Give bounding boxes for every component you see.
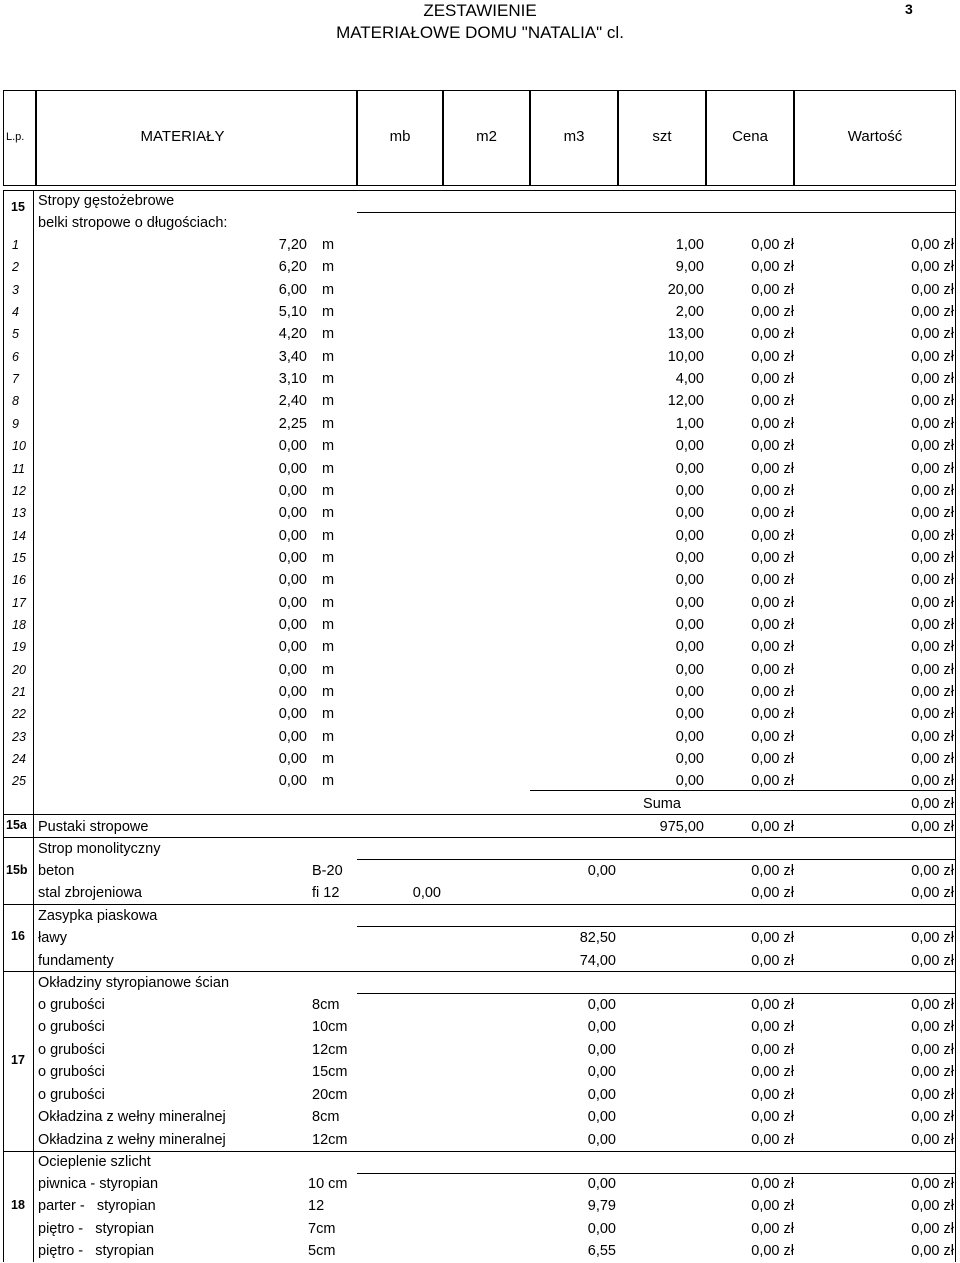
- beam-unit: m: [322, 616, 335, 633]
- szt-value: 0,00: [675, 684, 704, 700]
- page-number: 3: [905, 1, 913, 17]
- szt-value: 1,00: [675, 415, 704, 432]
- wartosc-value: 0,00 zł: [911, 952, 954, 969]
- material-spec: 8cm: [312, 1109, 340, 1126]
- m2-value: 6,55: [587, 1242, 616, 1259]
- szt-value: 0,00: [675, 639, 704, 656]
- material-spec: B-20: [312, 863, 343, 879]
- beam-unit: m: [322, 706, 335, 723]
- wartosc-value: 0,00 zł: [911, 1220, 954, 1237]
- beam-unit: m: [322, 259, 335, 276]
- material-spec: 12cm: [312, 1131, 348, 1148]
- header-m2: m2: [476, 128, 497, 145]
- wartosc-value: 0,00 zł: [911, 751, 954, 768]
- beam-unit: m: [322, 527, 335, 544]
- cena-value: 0,00 zł: [751, 594, 794, 611]
- beam-length: 3,40: [278, 348, 307, 365]
- material-name: o grubości: [38, 1041, 105, 1058]
- cena-value: 0,00 zł: [751, 1242, 794, 1259]
- szt-value: 9,00: [675, 259, 704, 276]
- material-spec: 20cm: [312, 1086, 348, 1103]
- row-number: 22: [12, 707, 26, 722]
- szt-value: 0,00: [675, 706, 704, 723]
- row-number: 19: [12, 640, 26, 655]
- beam-unit: m: [322, 594, 335, 611]
- szt-value: 0,00: [675, 549, 704, 566]
- szt-value: 10,00: [667, 348, 704, 365]
- beam-unit: m: [322, 438, 335, 455]
- header-cena: Cena: [732, 128, 768, 145]
- szt-value: 13,00: [667, 326, 704, 343]
- beam-length: 0,00: [278, 572, 307, 589]
- beam-length: 3,10: [278, 371, 307, 388]
- szt-value: 0,00: [675, 773, 704, 790]
- beam-length: 7,20: [278, 237, 307, 253]
- wartosc-value: 0,00 zł: [911, 616, 954, 633]
- wartosc-value: 0,00 zł: [911, 1019, 954, 1036]
- cena-value: 0,00 zł: [751, 952, 794, 969]
- wartosc-value: 0,00 zł: [911, 1086, 954, 1103]
- cena-value: 0,00 zł: [751, 728, 794, 745]
- row-number: 20: [12, 662, 26, 677]
- cena-value: 0,00 zł: [751, 751, 794, 768]
- cena-value: 0,00 zł: [751, 1019, 794, 1036]
- wartosc-value: 0,00 zł: [911, 259, 954, 276]
- cena-value: 0,00 zł: [751, 304, 794, 321]
- wartosc-value: 0,00 zł: [911, 237, 954, 253]
- material-name: o grubości: [38, 1019, 105, 1036]
- title-line-1: ZESTAWIENIE: [423, 1, 537, 20]
- cena-value: 0,00 zł: [751, 438, 794, 455]
- beam-length: 4,20: [278, 326, 307, 343]
- m2-value: 0,00: [587, 1131, 616, 1148]
- wartosc-value: 0,00 zł: [911, 505, 954, 522]
- beam-unit: m: [322, 505, 335, 522]
- material-name: piwnica - styropian: [38, 1176, 159, 1192]
- material-spec: 7cm: [308, 1220, 336, 1237]
- material-spec: 12: [308, 1198, 325, 1215]
- section-number: 18: [11, 1198, 25, 1212]
- row-number: 6: [12, 349, 19, 364]
- m3-value: 0,00: [587, 863, 616, 879]
- cena-value: 0,00 zł: [751, 1041, 794, 1058]
- wartosc-value: 0,00 zł: [911, 304, 954, 321]
- szt-value: 0,00: [675, 616, 704, 633]
- wartosc-value: 0,00 zł: [911, 281, 954, 298]
- material-name: o grubości: [38, 1086, 105, 1103]
- material-spec: 10 cm: [308, 1176, 348, 1192]
- row-number: 16: [12, 573, 26, 588]
- szt-value: 0,00: [675, 438, 704, 455]
- beam-unit: m: [322, 572, 335, 589]
- beam-length: 0,00: [278, 684, 307, 700]
- material-name: Okładzina z wełny mineralnej: [38, 1109, 226, 1126]
- beam-unit: m: [322, 393, 335, 410]
- header-mb: mb: [389, 128, 411, 145]
- cena-value: 0,00 zł: [751, 348, 794, 365]
- m2-value: 0,00: [587, 1176, 616, 1192]
- material-name: stal zbrojeniowa: [38, 885, 142, 901]
- m2-value: 9,79: [587, 1198, 616, 1215]
- beam-unit: m: [322, 482, 335, 499]
- beam-length: 0,00: [278, 505, 307, 522]
- section-number: 15: [11, 200, 25, 214]
- row-number: 9: [12, 416, 19, 431]
- m3-value: 74,00: [579, 952, 616, 969]
- section-number: 15a: [6, 818, 27, 832]
- row-number: 14: [12, 528, 26, 543]
- cena-value: 0,00 zł: [751, 371, 794, 388]
- wartosc-value: 0,00 zł: [911, 930, 954, 946]
- szt-value: 2,00: [675, 304, 704, 321]
- sum-value: 0,00 zł: [911, 796, 954, 812]
- cena-value: 0,00 zł: [751, 1176, 794, 1192]
- wartosc-value: 0,00 zł: [911, 1109, 954, 1126]
- cena-value: 0,00 zł: [751, 639, 794, 656]
- cena-value: 0,00 zł: [751, 684, 794, 700]
- m2-value: 0,00: [587, 997, 616, 1013]
- beam-length: 0,00: [278, 751, 307, 768]
- section-title: Strop monolityczny: [38, 841, 161, 857]
- wartosc-value: 0,00 zł: [911, 1176, 954, 1192]
- wartosc-value: 0,00 zł: [911, 885, 954, 901]
- beam-length: 0,00: [278, 773, 307, 790]
- material-name: Okładzina z wełny mineralnej: [38, 1131, 226, 1148]
- material-name: Pustaki stropowe: [38, 819, 149, 835]
- m2-value: 0,00: [587, 1019, 616, 1036]
- row-number: 18: [12, 617, 26, 632]
- cena-value: 0,00 zł: [751, 281, 794, 298]
- cena-value: 0,00 zł: [751, 460, 794, 477]
- section-title: Stropy gęstożebrowe: [38, 193, 175, 209]
- beam-unit: m: [322, 661, 335, 678]
- cena-value: 0,00 zł: [751, 930, 794, 946]
- row-number: 23: [12, 729, 26, 744]
- title-line-2: MATERIAŁOWE DOMU "NATALIA" cl.: [336, 23, 624, 42]
- material-name: o grubości: [38, 1064, 105, 1081]
- beam-length: 0,00: [278, 438, 307, 455]
- szt-value: 0,00: [675, 661, 704, 678]
- beam-unit: m: [322, 304, 335, 321]
- beam-length: 6,20: [278, 259, 307, 276]
- beam-unit: m: [322, 326, 335, 343]
- beam-unit: m: [322, 281, 335, 298]
- material-spec: 10cm: [312, 1019, 348, 1036]
- cena-value: 0,00 zł: [751, 393, 794, 410]
- beam-length: 0,00: [278, 661, 307, 678]
- m2-value: 0,00: [587, 1041, 616, 1058]
- sum-label: Suma: [643, 796, 681, 812]
- row-number: 13: [12, 506, 26, 521]
- cena-value: 0,00 zł: [751, 527, 794, 544]
- wartosc-value: 0,00 zł: [911, 549, 954, 566]
- m2-value: 0,00: [587, 1086, 616, 1103]
- szt-value: 0,00: [675, 572, 704, 589]
- grid-line-right: [955, 190, 956, 1262]
- section-title: Ocieplenie szlicht: [38, 1154, 151, 1170]
- material-name: piętro - styropian: [38, 1220, 155, 1237]
- beam-length: 0,00: [278, 706, 307, 723]
- wartosc-value: 0,00 zł: [911, 348, 954, 365]
- szt-value: 0,00: [675, 527, 704, 544]
- wartosc-value: 0,00 zł: [911, 661, 954, 678]
- row-number: 8: [12, 394, 19, 409]
- beam-unit: m: [322, 773, 335, 790]
- cena-value: 0,00 zł: [751, 863, 794, 879]
- m3-value: 82,50: [579, 930, 616, 946]
- beam-unit: m: [322, 684, 335, 700]
- cena-value: 0,00 zł: [751, 549, 794, 566]
- material-spec: 15cm: [312, 1064, 348, 1081]
- m2-value: 0,00: [587, 1064, 616, 1081]
- grid-line-left: [3, 190, 4, 1262]
- cena-value: 0,00 zł: [751, 1198, 794, 1215]
- beam-unit: m: [322, 751, 335, 768]
- row-number: 24: [12, 752, 26, 767]
- beam-length: 2,25: [278, 415, 307, 432]
- header-szt: szt: [652, 128, 672, 145]
- cena-value: 0,00 zł: [751, 505, 794, 522]
- szt-value: 0,00: [675, 482, 704, 499]
- beam-unit: m: [322, 460, 335, 477]
- material-spec: 12cm: [312, 1041, 348, 1058]
- row-number: 7: [12, 372, 19, 387]
- row-number: 17: [12, 595, 26, 610]
- beam-length: 6,00: [278, 281, 307, 298]
- section-title: Okładziny styropianowe ścian: [38, 975, 230, 991]
- cena-value: 0,00 zł: [751, 259, 794, 276]
- header-lp: L.p.: [6, 131, 25, 143]
- beam-length: 0,00: [278, 460, 307, 477]
- m2-value: 0,00: [587, 1109, 616, 1126]
- header-m3: m3: [563, 128, 585, 145]
- grid-line-lp: [33, 190, 34, 1262]
- beam-length: 0,00: [278, 728, 307, 745]
- cena-value: 0,00 zł: [751, 482, 794, 499]
- cena-value: 0,00 zł: [751, 572, 794, 589]
- szt-value: 4,00: [675, 371, 704, 388]
- cena-value: 0,00 zł: [751, 773, 794, 790]
- wartosc-value: 0,00 zł: [911, 773, 954, 790]
- section-subtitle: belki stropowe o długościach:: [38, 215, 228, 231]
- cena-value: 0,00 zł: [751, 1131, 794, 1148]
- wartosc-value: 0,00 zł: [911, 819, 954, 835]
- material-name: parter - styropian: [38, 1198, 156, 1215]
- wartosc-value: 0,00 zł: [911, 1198, 954, 1215]
- beam-unit: m: [322, 371, 335, 388]
- wartosc-value: 0,00 zł: [911, 1131, 954, 1148]
- cena-value: 0,00 zł: [751, 237, 794, 253]
- cena-value: 0,00 zł: [751, 1086, 794, 1103]
- wartosc-value: 0,00 zł: [911, 684, 954, 700]
- row-number: 12: [12, 483, 26, 498]
- row-number: 21: [12, 685, 26, 699]
- material-spec: 8cm: [312, 997, 340, 1013]
- beam-unit: m: [322, 415, 335, 432]
- beam-length: 0,00: [278, 594, 307, 611]
- szt-value: 12,00: [667, 393, 704, 410]
- wartosc-value: 0,00 zł: [911, 438, 954, 455]
- beam-length: 0,00: [278, 639, 307, 656]
- wartosc-value: 0,00 zł: [911, 1242, 954, 1259]
- beam-length: 0,00: [278, 482, 307, 499]
- material-name: ławy: [38, 930, 68, 946]
- section-title: Zasypka piaskowa: [38, 908, 158, 924]
- szt-value: 0,00: [675, 594, 704, 611]
- cena-value: 0,00 zł: [751, 415, 794, 432]
- wartosc-value: 0,00 zł: [911, 1064, 954, 1081]
- szt-value: 0,00: [675, 505, 704, 522]
- page-title: [0, 0, 960, 44]
- material-name: beton: [38, 863, 75, 879]
- beam-length: 0,00: [278, 616, 307, 633]
- beam-length: 0,00: [278, 527, 307, 544]
- material-name: o grubości: [38, 997, 105, 1013]
- cena-value: 0,00 zł: [751, 661, 794, 678]
- header-materials: MATERIAŁY: [140, 128, 225, 145]
- wartosc-value: 0,00 zł: [911, 482, 954, 499]
- grid-line-s15-sub: [357, 212, 955, 213]
- szt-value: 0,00: [675, 728, 704, 745]
- row-number: 1: [12, 238, 19, 252]
- cena-value: 0,00 zł: [751, 997, 794, 1013]
- wartosc-value: 0,00 zł: [911, 594, 954, 611]
- row-number: 25: [12, 774, 26, 789]
- row-number: 4: [12, 305, 19, 320]
- beam-unit: m: [322, 639, 335, 656]
- header-wartosc: Wartość: [847, 128, 903, 145]
- section-number: 17: [11, 1053, 25, 1067]
- beam-unit: m: [322, 728, 335, 745]
- wartosc-value: 0,00 zł: [911, 572, 954, 589]
- wartosc-value: 0,00 zł: [911, 326, 954, 343]
- szt-value: 0,00: [675, 751, 704, 768]
- beam-unit: m: [322, 237, 335, 253]
- wartosc-value: 0,00 zł: [911, 393, 954, 410]
- wartosc-value: 0,00 zł: [911, 460, 954, 477]
- material-name: piętro - styropian: [38, 1242, 155, 1259]
- material-spec: 5cm: [308, 1242, 336, 1259]
- material-name: fundamenty: [38, 952, 114, 969]
- cena-value: 0,00 zł: [751, 616, 794, 633]
- cena-value: 0,00 zł: [751, 326, 794, 343]
- row-number: 5: [12, 327, 19, 342]
- mb-value: 0,00: [412, 885, 441, 901]
- beam-length: 5,10: [278, 304, 307, 321]
- m2-value: 0,00: [587, 1220, 616, 1237]
- material-spec: fi 12: [312, 885, 340, 901]
- szt-value: 1,00: [675, 237, 704, 253]
- wartosc-value: 0,00 zł: [911, 527, 954, 544]
- wartosc-value: 0,00 zł: [911, 706, 954, 723]
- szt-value: 20,00: [667, 281, 704, 298]
- wartosc-value: 0,00 zł: [911, 639, 954, 656]
- beam-unit: m: [322, 549, 335, 566]
- beam-length: 0,00: [278, 549, 307, 566]
- section-number: 15b: [6, 863, 28, 877]
- beam-length: 2,40: [278, 393, 307, 410]
- cena-value: 0,00 zł: [751, 1109, 794, 1126]
- row-number: 2: [12, 260, 19, 275]
- row-number: 15: [12, 550, 26, 565]
- wartosc-value: 0,00 zł: [911, 1041, 954, 1058]
- cena-value: 0,00 zł: [751, 819, 794, 835]
- wartosc-value: 0,00 zł: [911, 728, 954, 745]
- cena-value: 0,00 zł: [751, 1220, 794, 1237]
- section-number: 16: [11, 929, 25, 943]
- cena-value: 0,00 zł: [751, 706, 794, 723]
- szt-value: 0,00: [675, 460, 704, 477]
- beam-unit: m: [322, 348, 335, 365]
- szt-value: 975,00: [659, 819, 704, 835]
- cena-value: 0,00 zł: [751, 1064, 794, 1081]
- wartosc-value: 0,00 zł: [911, 371, 954, 388]
- wartosc-value: 0,00 zł: [911, 863, 954, 879]
- row-number: 11: [12, 461, 25, 476]
- wartosc-value: 0,00 zł: [911, 997, 954, 1013]
- row-number: 3: [12, 282, 19, 297]
- cena-value: 0,00 zł: [751, 885, 794, 901]
- row-number: 10: [12, 439, 26, 454]
- wartosc-value: 0,00 zł: [911, 415, 954, 432]
